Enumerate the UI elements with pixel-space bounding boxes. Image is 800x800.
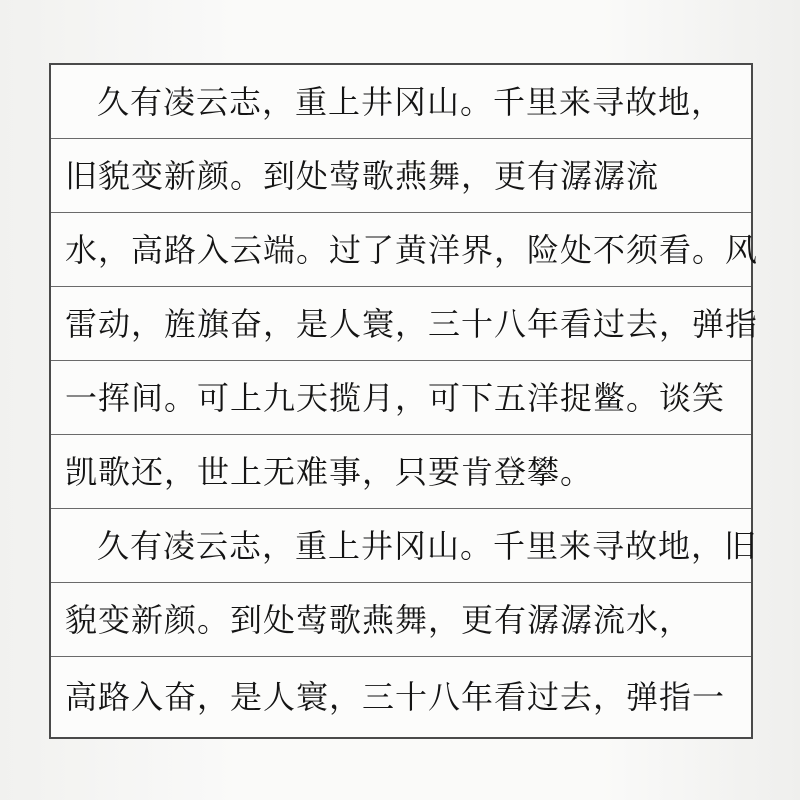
ruled-line-5 xyxy=(51,361,751,435)
handwritten-line-5: 一挥间。可上九天揽月，可下五洋捉鳖。谈笑 xyxy=(65,378,726,417)
ruled-line-8 xyxy=(51,583,751,657)
handwritten-line-3: 水，高路入云端。过了黄洋界，险处不须看。风 xyxy=(65,230,759,269)
handwritten-line-1: 久有凌云志，重上井冈山。千里来寻故地， xyxy=(97,82,725,121)
ruled-line-7 xyxy=(51,509,758,583)
ruled-writing-sheet xyxy=(49,63,759,739)
handwritten-line-4: 雷动，旌旗奋，是人寰，三十八年看过去，弹指 xyxy=(65,304,759,343)
ruled-line-2 xyxy=(51,139,751,213)
handwritten-line-9: 高路入奋，是人寰，三十八年看过去，弹指一 xyxy=(65,678,726,716)
handwritten-line-2: 旧貌变新颜。到处莺歌燕舞，更有潺潺流 xyxy=(65,156,660,195)
ruled-line-3 xyxy=(51,213,759,287)
ruled-line-4 xyxy=(51,287,759,361)
ruled-line-9 xyxy=(51,657,751,737)
ruled-line-1 xyxy=(51,65,751,139)
ruled-line-6 xyxy=(51,435,751,509)
handwritten-line-7: 久有凌云志，重上井冈山。千里来寻故地，旧 xyxy=(97,526,758,565)
handwritten-line-8: 貌变新颜。到处莺歌燕舞，更有潺潺流水， xyxy=(65,600,693,639)
handwritten-line-6: 凯歌还，世上无难事，只要肯登攀。 xyxy=(65,452,594,491)
